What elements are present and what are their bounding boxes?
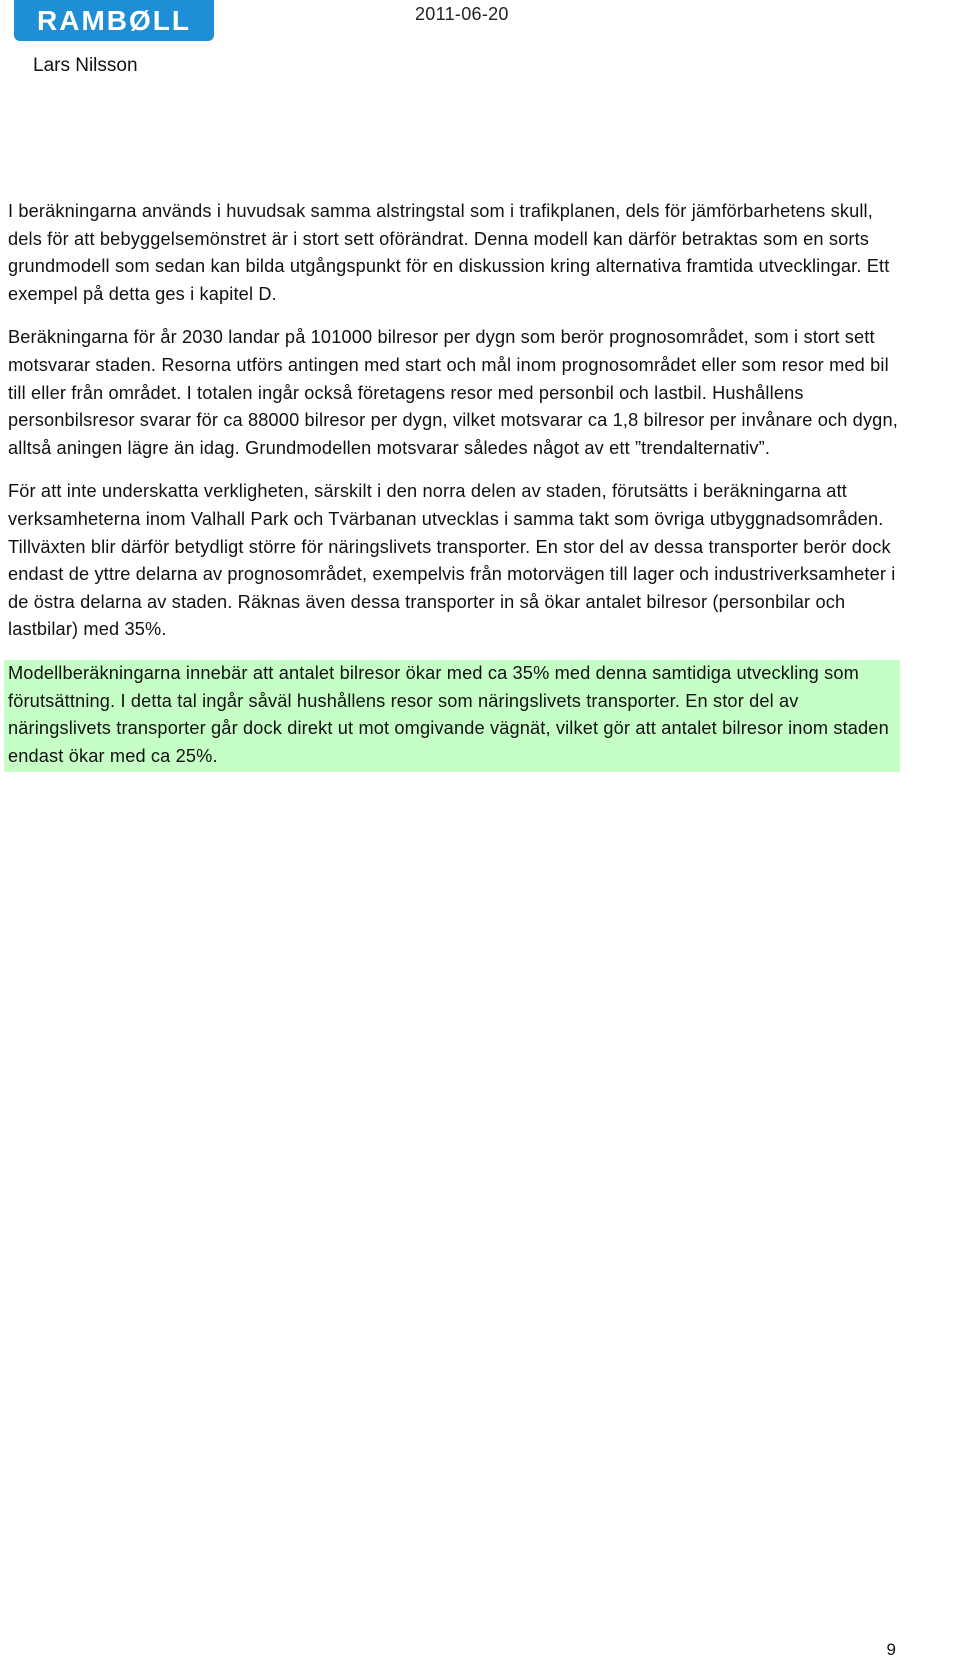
logo-text: RAMBØLL	[37, 4, 191, 36]
document-body	[8, 198, 898, 788]
paragraph-calculations-intro: I beräkningarna används i huvudsak samma alstringstal som i trafikplanen, dels för jämförbarhetens skull, dels för att bebyggelsemönstret är i stort sett oförändrat. Denna modell kan därför betraktas som en sorts grundmodell som sedan kan bilda utgångspunkt för en diskussion kring alternativa framtida utvecklingar. Ett exempel på detta ges i kapitel D.	[8, 201, 890, 304]
paragraph-highlighted-conclusion: Modellberäkningarna innebär att antalet bilresor ökar med ca 35% med denna samtidiga utveckling som förutsättning. I detta tal ingår såväl hushållens resor som näringslivets transporter. En stor del av näringslivets transporter går dock direkt ut mot omgivande vägnät, vilket gör att antalet bilresor inom staden endast ökar med ca 25%.	[4, 660, 900, 772]
paragraph-northern-development: För att inte underskatta verkligheten, särskilt i den norra delen av staden, förutsätts i beräkningarna att verksamheterna inom Valhall Park och Tvärbanan utvecklas i samma takt som övriga utbyggnadsområden. Tillväxten blir därför betydligt större för näringslivets transporter. En stor del av dessa transporter berör dock endast de yttre delarna av prognosområdet, exempelvis från motorvägen till lager och industriverksamheter i de östra delarna av staden. Räknas även dessa transporter in så ökar antalet bilresor (personbilar och lastbilar) med 35%.	[8, 481, 896, 640]
page-number: 9	[886, 1640, 896, 1659]
document-date: 2011-06-20	[415, 4, 509, 24]
ramboll-logo	[14, 0, 214, 41]
paragraph-2030-results: Beräkningarna för år 2030 landar på 101000 bilresor per dygn som berör prognosområdet, som i stort sett motsvarar staden. Resorna utförs antingen med start och mål inom prognosområdet eller som resor med bil till eller från området. I totalen ingår också företagens resor med personbil och lastbil. Hushållens personbilsresor svarar för ca 88000 bilresor per dygn, vilket motsvarar ca 1,8 bilresor per invånare och dygn, alltså aningen lägre än idag. Grundmodellen motsvarar således något av ett ”trendalternativ”.	[8, 327, 898, 458]
document-author: Lars Nilsson	[33, 55, 138, 76]
